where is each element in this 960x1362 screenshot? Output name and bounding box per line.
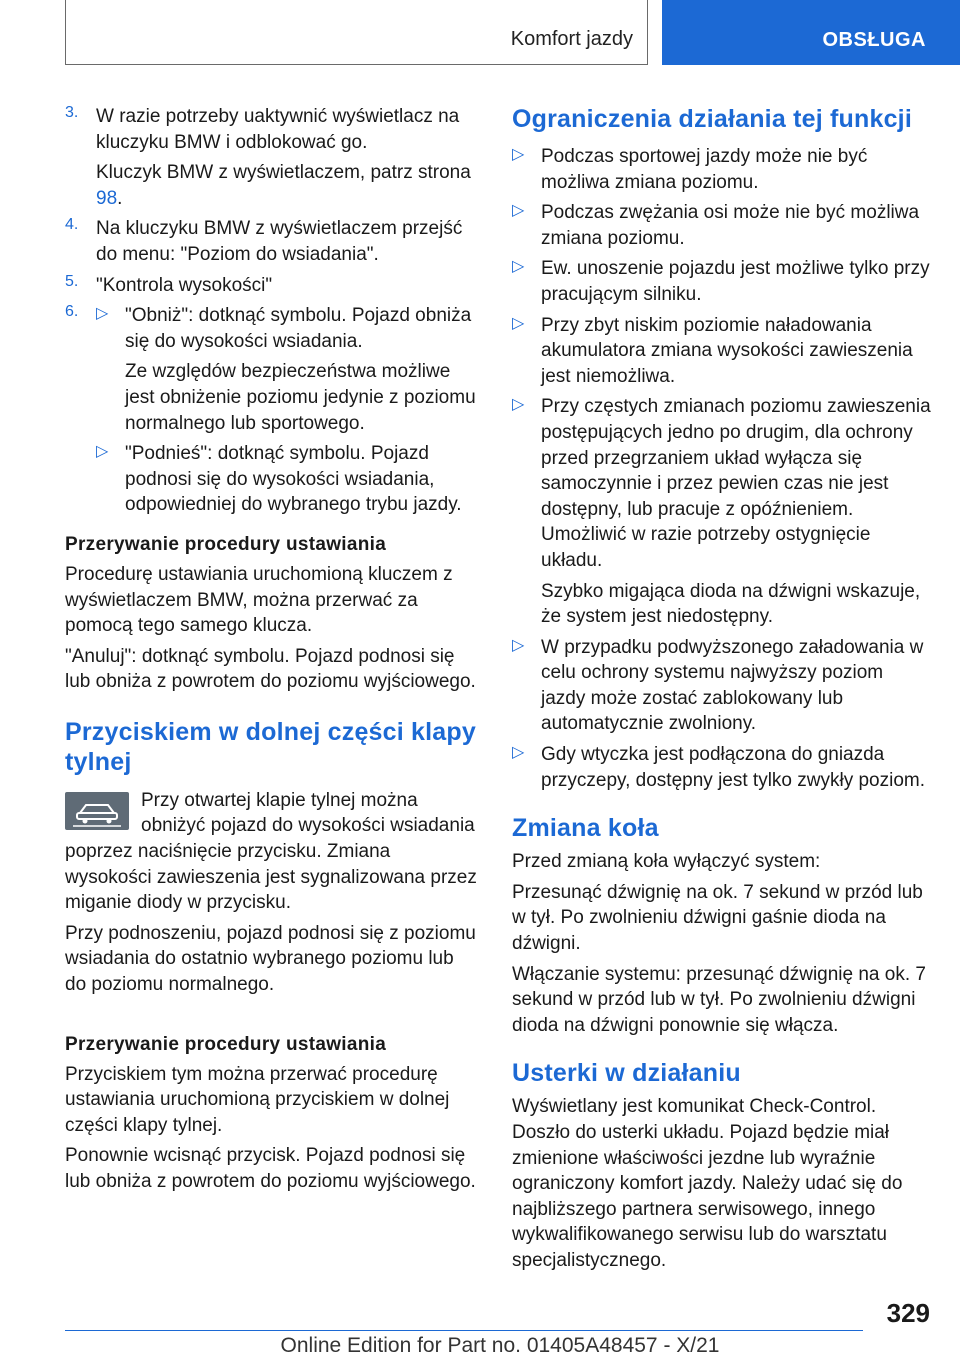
triangle-bullet-icon: ▷ xyxy=(512,314,525,332)
list-item xyxy=(512,394,932,629)
step-number: 3. xyxy=(65,104,79,121)
paragraph: Procedurę ustawiania uruchomioną kluczem z wyświetlaczem BMW, można przerwać za pomocą tego samego klucza. xyxy=(65,563,453,637)
triangle-bullet-icon: ▷ xyxy=(512,258,525,276)
paragraph: "Anuluj": dotknąć symbolu. Pojazd podnosi się lub obniża z powrotem do poziomu wyjściowego. xyxy=(65,645,476,693)
step-text: W razie potrzeby uaktywnić wyświetlacz na kluczyku BMW i odblokować go. xyxy=(96,106,460,153)
list-item xyxy=(512,313,932,390)
step-5 xyxy=(65,273,480,299)
subheading-interrupt-key: Przerywanie procedury ustawiania xyxy=(65,533,387,555)
step-6 xyxy=(65,303,480,518)
list-item xyxy=(96,303,480,436)
step-text: Na kluczyku BMW z wyświetlaczem przejść do menu: "Poziom do wsiadania". xyxy=(96,218,463,265)
step-number: 4. xyxy=(65,216,79,234)
bullet-note: Szybko migająca dioda na dźwigni wskazuje, że system jest niedostępny. xyxy=(541,580,921,628)
bullet-text: "Podnieś": dotknąć symbolu. Pojazd podnosi się do wysokości wsiadania, odpowiedniej do wybranego trybu jazdy. xyxy=(125,443,462,516)
triangle-bullet-icon: ▷ xyxy=(512,636,525,654)
list-item xyxy=(512,256,932,307)
footer-edition: Online Edition for Part no. 01405A48457 - X/21 xyxy=(280,1334,720,1357)
step-note: Kluczyk BMW z wyświetlaczem, patrz strona 98. xyxy=(96,162,471,209)
page-link[interactable]: 98 xyxy=(96,187,118,209)
paragraph: Wyświetlany jest komunikat Check-Control. Doszło do usterki układu. Pojazd będzie miał zmienione właściwości jezdne lub wyraźnie ograniczony komfort jazdy. Należy udać się do najbliższego partnera serwisowego, innego wykwalifikowanego serwisu lub do warsztatu specjalistycznego. xyxy=(512,1096,903,1271)
bullet-text: Ew. unoszenie pojazdu jest możliwe tylko przy pracującym silniku. xyxy=(541,258,930,305)
heading-faults: Usterki w działaniu xyxy=(512,1059,741,1088)
paragraph: Włączanie systemu: przesunąć dźwignię na ok. 7 sekund w przód lub w tył. Po zwolnieniu dźwigni dioda na dźwigni ponownie się włącza. xyxy=(512,963,926,1036)
heading-tailgate-button: Przyciskiem w dolnej części klapy tylnej xyxy=(65,717,476,776)
page-number: 329 xyxy=(886,1298,930,1328)
list-item xyxy=(512,742,932,793)
bullet-text: W przypadku podwyższonego załadowania w celu ochrony systemu najwyższy poziom jazdy może zostać zablokowany lub automatycznie zwolniony. xyxy=(541,636,924,735)
bullet-note: Ze względów bezpieczeństwa możliwe jest obniżenie poziomu jedynie z poziomu normalnego lub sportowego. xyxy=(125,361,476,434)
heading-wheel-change: Zmiana koła xyxy=(512,814,659,843)
triangle-bullet-icon: ▷ xyxy=(512,202,525,220)
list-item xyxy=(512,144,932,195)
step-number: 6. xyxy=(65,303,79,321)
paragraph: Ponownie wcisnąć przycisk. Pojazd podnosi się lub obniża z powrotem do poziomu wyjściowego. xyxy=(65,1145,476,1192)
bullet-text: Przy częstych zmianach poziomu zawieszenia postępujących jedno po drugim, dla ochrony przed przegrzaniem układ wyłącza się samoczynnie i przez pewien czas nie jest dostępny, lub pracuje z opóźnieniem. Umożliwić w razie potrzeby ostygnięcie układu. xyxy=(541,396,931,571)
right-column xyxy=(512,104,932,1274)
bullet-text: Podczas sportowej jazdy może nie być możliwa zmiana poziomu. xyxy=(541,146,868,193)
triangle-bullet-icon: ▷ xyxy=(96,443,109,461)
list-item xyxy=(512,200,932,251)
triangle-bullet-icon: ▷ xyxy=(512,396,525,414)
triangle-bullet-icon: ▷ xyxy=(512,744,525,762)
step-number: 5. xyxy=(65,272,79,290)
triangle-bullet-icon: ▷ xyxy=(512,146,525,163)
bullet-text: Gdy wtyczka jest podłączona do gniazda przyczepy, dostępny jest tylko zwykły poziom. xyxy=(541,744,926,791)
subheading-interrupt-button: Przerywanie procedury ustawiania xyxy=(65,1033,387,1055)
list-item xyxy=(512,635,932,737)
footer-divider xyxy=(65,1330,863,1331)
heading-limitations: Ograniczenia działania tej funkcji xyxy=(512,105,912,133)
bullet-text: "Obniż": dotknąć symbolu. Pojazd obniża się do wysokości wsiadania. xyxy=(125,305,472,352)
bullet-text: Przy zbyt niskim poziomie naładowania akumulatora zmiana wysokości zawieszenia jest niemożliwa. xyxy=(541,314,913,387)
paragraph-with-icon: Przy otwartej klapie tylnej można obniżyć pojazd do wysokości wsiadania poprzez naciśnięcie przycisku. Zmiana wysokości zawieszenia jest sygnalizowana przez miganie diody w przycisku. xyxy=(65,789,477,914)
bullet-text: Podczas zwężania osi może nie być możliwa zmiana poziomu. xyxy=(541,202,920,249)
paragraph: Przyciskiem tym można przerwać procedurę ustawiania uruchomioną przyciskiem w dolnej części klapy tylnej. xyxy=(65,1063,450,1136)
step-text: "Kontrola wysokości" xyxy=(96,274,273,296)
header-chapter-tab xyxy=(662,0,960,65)
left-column xyxy=(65,104,480,1195)
paragraph: Przy podnoszeniu, pojazd podnosi się z poziomu wsiadania do ostatnio wybranego poziomu lub do poziomu normalnego. xyxy=(65,922,476,996)
car-lowering-icon xyxy=(65,792,129,830)
header-section-box xyxy=(65,0,648,65)
step-4 xyxy=(65,216,480,267)
header-section-title: Komfort jazdy xyxy=(510,28,633,50)
list-item xyxy=(96,441,480,518)
paragraph: Przed zmianą koła wyłączyć system: xyxy=(512,851,821,873)
step-3 xyxy=(65,104,480,211)
paragraph: Przesunąć dźwignię na ok. 7 sekund w przód lub w tył. Po zwolnieniu dźwigni gaśnie dioda na dźwigni. xyxy=(512,881,923,955)
triangle-bullet-icon: ▷ xyxy=(96,305,109,323)
header-chapter-title: OBSŁUGA xyxy=(822,29,926,51)
